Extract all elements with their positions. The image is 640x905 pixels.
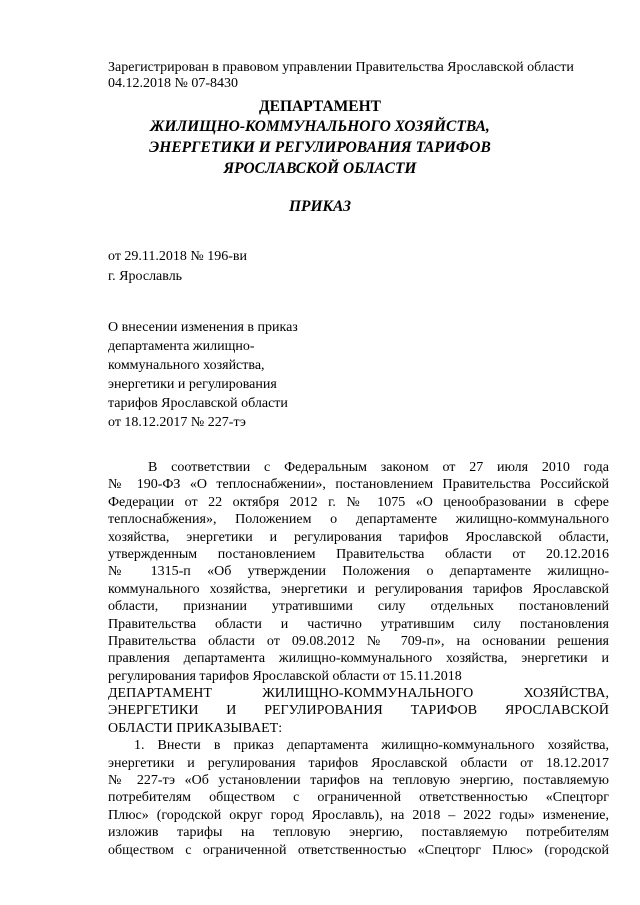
order-body <box>108 460 609 860</box>
body-line: энергетики и регулирования тарифов Ярославской области от 18.12.2017 <box>108 755 609 771</box>
department-title-line-4 <box>0 158 640 179</box>
body-line: Федерации от 22 октября 2012 г. № 1075 «О ценообразовании в сфере <box>108 494 609 510</box>
department-title-text-3: ЭНЕРГЕТИКИ И РЕГУЛИРОВАНИЯ ТАРИФОВ <box>149 139 491 156</box>
body-line: Правительства области от 09.08.2012 № 709-п», на основании решения <box>108 633 609 649</box>
body-line: утвержденным постановлением Правительства области от 20.12.2016 <box>108 546 609 562</box>
order-meta <box>108 249 247 289</box>
department-title-text-1: ДЕПАРТАМЕНТ <box>258 98 382 115</box>
subject-line: департамента жилищно- <box>108 339 255 354</box>
department-title-line-2 <box>0 116 640 137</box>
body-line: области, признании утратившими силу отдельных постановлений <box>108 599 609 615</box>
body-line: ОБЛАСТИ ПРИКАЗЫВАЕТ: <box>108 720 283 736</box>
body-line: обществом с ограниченной ответственностью «Спецторг Плюс» (городской <box>108 842 609 858</box>
body-line: № 227-тэ «Об установлении тарифов на тепловую энергию, поставляемую <box>108 773 609 789</box>
body-line: ЭНЕРГЕТИКИ И РЕГУЛИРОВАНИЯ ТАРИФОВ ЯРОСЛАВСКОЙ <box>108 703 609 719</box>
subject-line: О внесении изменения в приказ <box>108 320 298 335</box>
body-line: потребителям обществом с ограниченной ответственностью «Спецторг <box>108 790 609 806</box>
body-line: регулирования тарифов Ярославской области от 15.11.2018 <box>108 668 462 684</box>
order-subject <box>108 320 298 434</box>
subject-line: энергетики и регулирования <box>108 377 277 392</box>
department-title-text-4: ЯРОСЛАВСКОЙ ОБЛАСТИ <box>223 160 417 177</box>
registration-line-2: 04.12.2018 № 07-8430 <box>108 76 239 91</box>
body-line: изложив тарифы на тепловую энергию, поставляемую потребителям <box>108 825 609 841</box>
body-line: № 190-ФЗ «О теплоснабжении», постановлением Правительства Российской <box>108 477 609 493</box>
body-line: В соответствии с Федеральным законом от 27 июля 2010 года <box>148 460 609 475</box>
body-line: хозяйства, энергетики и регулирования тарифов Ярославской области, <box>108 529 609 545</box>
body-line: Правительства области и частично утратившим силу постановления <box>108 616 609 632</box>
department-title-text-2: ЖИЛИЩНО-КОММУНАЛЬНОГО ХОЗЯЙСТВА, <box>150 118 490 135</box>
subject-line: от 18.12.2017 № 227-тэ <box>108 415 246 430</box>
body-line: теплоснабжения», Положением о департаменте жилищно-коммунального <box>108 512 609 528</box>
body-line: ДЕПАРТАМЕНТ ЖИЛИЩНО-КОММУНАЛЬНОГО ХОЗЯЙСТВА, <box>108 686 609 702</box>
body-line: 1. Внести в приказ департамента жилищно-коммунального хозяйства, <box>134 738 609 754</box>
document-type-title: ПРИКАЗ <box>288 198 352 215</box>
body-line: коммунального хозяйства, энергетики и регулирования тарифов Ярославской <box>108 581 609 597</box>
department-title-line-3 <box>0 137 640 158</box>
subject-line: коммунального хозяйства, <box>108 358 265 373</box>
order-date-number: от 29.11.2018 № 196-ви <box>108 249 248 264</box>
registration-note <box>108 60 628 92</box>
body-line: правления департамента жилищно-коммунального хозяйства, энергетики и <box>108 651 609 667</box>
department-title-line-1 <box>0 96 640 117</box>
body-line: № 1315-п «Об утверждении Положения о департаменте жилищно- <box>108 564 609 580</box>
registration-line-1: Зарегистрирован в правовом управлении Правительства Ярославской области <box>108 60 574 75</box>
body-line: Плюс» (городской округ город Ярославль), на 2018 – 2022 годы» изменение, <box>108 807 609 823</box>
order-city: г. Ярославль <box>108 269 183 284</box>
subject-line: тарифов Ярославской области <box>108 396 288 411</box>
